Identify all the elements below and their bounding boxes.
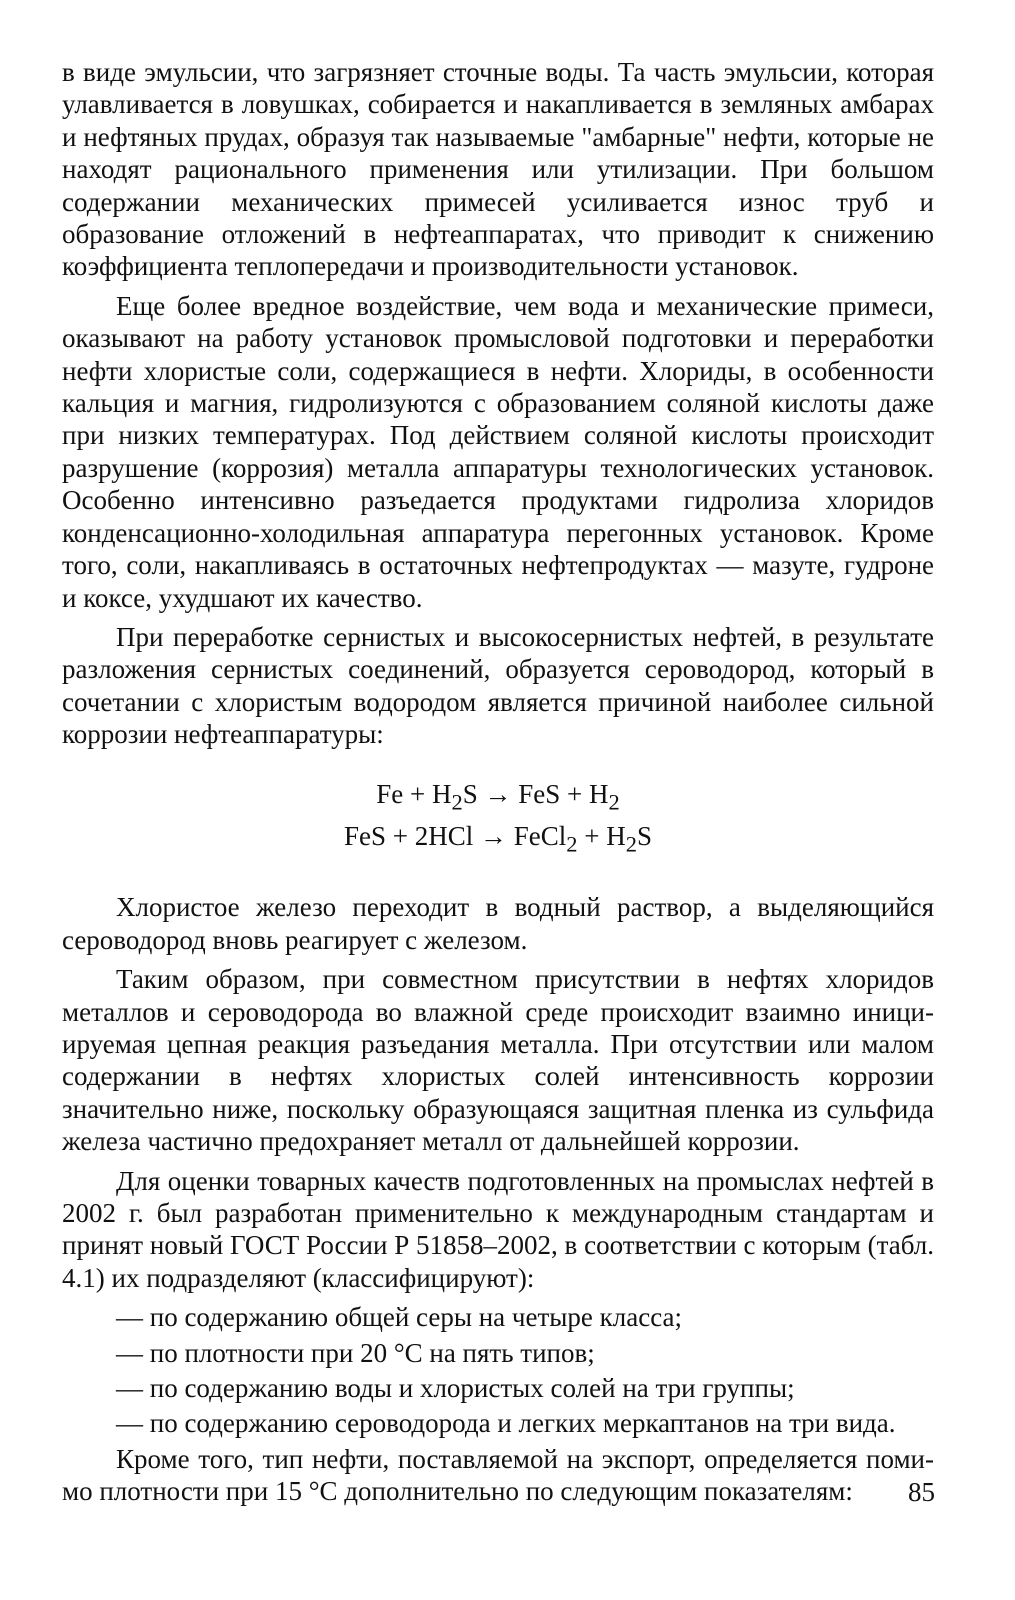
list-item: — по содержанию сероводорода и легких меркаптанов на три вида. [116,1408,896,1439]
paragraph-6: Для оценки товарных качеств подготовленных на промыслах нефтей в 2002 г. был разработан применительно к международным стандартам и принят новый ГОСТ России Р 51858–2002, в соответствии с которым (табл. 4.1) их подразделяют (классифицируют): [62,1165,934,1293]
list-item: — по плотности при 20 °С на пять типов; [116,1337,595,1368]
list-item: — по содержанию воды и хлористых солей на три группы; [116,1373,795,1403]
paragraph-2: Еще более вредное воздействие, чем вода и механические примеси, оказывают на работу установок промысловой подготовки и переработки нефти хлористые соли, содержащиеся в нефти. Хлориды, в особенности кальция и магния, гидролизуются с образованием соляной кислоты даже при низких температурах. Под действием соляной кислоты происходит разрушение (коррозия) металла аппаратуры технологических установок. Особенно интенсивно разъедается продуктами гидролиза хлоридов конденсационно-холодильная аппаратура перегонных установок. Кроме того, соли, накапливаясь в остаточных нефтепродуктах — мазуте, гудроне и коксе, ухудшают их качество. [62,290,934,613]
classification-list [62,1301,934,1440]
chemical-equations [62,777,934,862]
equation-1: $Fe + H_2S$ → FeS + $H_2$ [376,778,620,814]
paragraph-1: в виде эмульсии, что загрязняет сточные воды. Та часть эмульсии, которая улавливается в ловушках, собирается и накапливается в земляных амбарах и нефтяных прудах, образуя так называемые "амбарные" нефти, которые не находят рационального применения или утилизации. При большом содержании механических примесей усиливается износ труб и образование отложений в нефтеаппаратах, что приводит к снижению коэффициента теплопередачи и производительности установок. [62,57,934,282]
page-number: 85 [908,1477,935,1507]
paragraph-5: Таким образом, при совместном присутствии в нефтях хлоридов металлов и сероводорода во влажной среде происходит взаимно инициируемая цепная реакция разъедания металла. При отсутствии или малом содержании в нефтях хлористых солей интенсивность коррозии значительно ниже, поскольку образующаяся защитная пленка из сульфида железа частично предохраняет металл от дальнейшей коррозии. [62,964,934,1157]
equation-2: FeS + 2HCl → FeCl$_2$ + $H_2S$ [343,820,653,857]
paragraph-3: При переработке сернистых и высокосернистых нефтей, в результате разложения сернистых соединений, образуется сероводород, который в сочетании с хлористым водородом является причиной наиболее сильной коррозии нефтеаппаратуры: [62,621,934,750]
paragraph-4: Хлористое железо переходит в водный раствор, а выделяющийся сероводород вновь реагирует с железом. [62,892,934,955]
list-item: — по содержанию общей серы на четыре класса; [116,1302,683,1333]
page-body [62,56,934,1515]
paragraph-7: Кроме того, тип нефти, поставляемой на экспорт, определяется помимо плотности при 15 °С дополнительно по следующим показателям: [62,1443,934,1507]
